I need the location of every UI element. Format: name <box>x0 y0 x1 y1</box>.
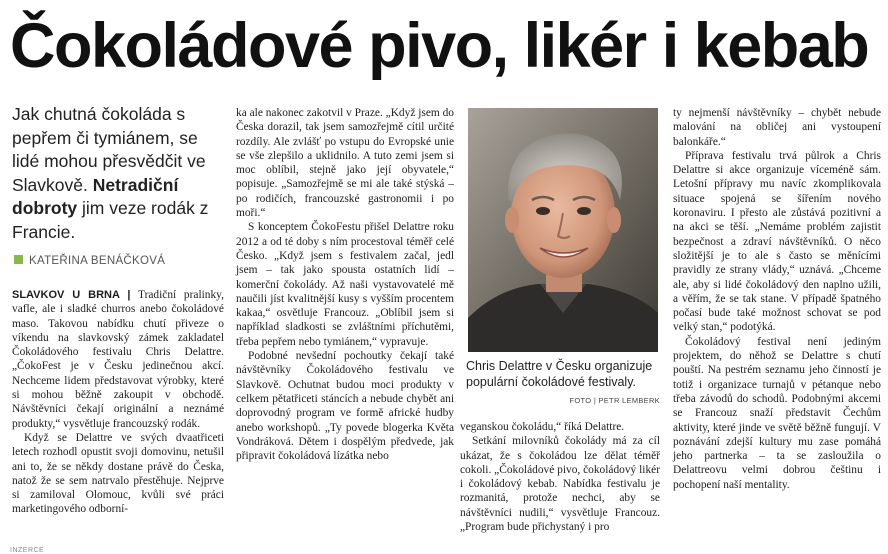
col2-paragraph-2: S konceptem ČokoFestu přišel Delattre roku 2012 a od té doby s ním procestoval téměř celé Česko. „Když jsem s festivalem začal, jedl jsem – tak jako spousta ostatních lidí – komerční čokolády. Až naši vystavovatelé mě naučili jíst kvalitnější kusy s vyšším procentem kakaa,“ osvětluje Francouz. „Oblíbil jsem si například sladkosti se zvláštními příchutěmi, třeba pepřem nebo tymiánem,“ vypravuje. <box>236 221 454 348</box>
lead-text: Jak chutná čokoláda s pepřem či tymiánem, se lidé mohou přesvědčit ve Slavkově. <box>12 104 206 195</box>
column-4 <box>673 106 881 492</box>
photo-caption: Chris Delattre v Česku organizuje populární čokoládové festivaly. <box>466 359 653 389</box>
col2-paragraph-1: ka ale nakonec zakotvil v Praze. „Když jsem do Česka dorazil, tak jsem samozřejmě cítil určité rozdíly. Ale zvlášť po vstupu do Evropské unie se vše zlepšilo a uklidnilo. A tuto zemi jsem si moc oblíbil, stejně jako její obyvatele,“ popisuje. „Samozřejmě se mi ale také stýská – po rodičích, francouzské gastronomii i po moři.“ <box>236 107 454 220</box>
lead-text-2: jim veze rodák z Francie. <box>12 198 209 242</box>
portrait-photo <box>468 108 658 352</box>
col1-paragraph-1 <box>12 288 224 431</box>
col1-paragraph-2: Když se Delattre ve svých dvaatřiceti letech rozhodl opustit svoji domovinu, netušil ani to, že se někdy dostane právě do Česka, natož že se sem natrvalo přestěhuje. Nejprve si zamiloval Olomouc, kvůli své práci marketingového odborní- <box>12 431 224 516</box>
photo-credit: FOTO | PETR LEMBERK <box>569 396 660 405</box>
author-byline <box>14 255 214 267</box>
col4-paragraph-2: Příprava festivalu trvá půlrok a Chris Delattre si akce organizuje víceméně sám. Letošní přípravy mu navíc zkomplikovala situace spojená se šířením nového koronaviru. I přesto ale zůstává pozitivní a na akci se těší. „Nemáme problém zajistit bezpečnost a zdraví návštěvníků. O něco složitější je to ale s často se měnícími pravidly ze strany vlády,“ uznává. „Chceme ale, aby si lidé čokoládový den naplno užili, a věřím, že se tak stane. V případě špatného počasí bude také možnost schovat se pod velký stan,“ podotýká. <box>673 149 881 334</box>
column-2 <box>236 106 454 463</box>
col4-paragraph-3: Čokoládový festival není jediným projektem, do něhož se Delattre s chutí pouští. Na pestrém seznamu jeho činností je totiž i organizace turnajů v pétanque nebo třeba závodů do schodů. Podobnými akcemi se Francouz snaží představit Čechům aktivity, které jinde ve světě běžně fungují. V poznávání zdejší kultury mu zase pomáhá jeho partnerka – ta se zasloužila o Delattreovu velmi dobrou češtinu i pochopení naší mentality. <box>673 335 881 491</box>
author-name: KATEŘINA BENÁČKOVÁ <box>29 255 166 267</box>
column-3 <box>460 420 660 534</box>
headline: Čokoládové pivo, likér i kebab <box>10 11 869 81</box>
bottom-strip: INZERCE <box>10 547 45 554</box>
lead-paragraph <box>12 103 217 244</box>
col4-paragraph-1: ty nejmenší návštěvníky – chybět nebude malování na obličej ani vystoupení balonkáře.“ <box>673 107 881 148</box>
portrait-illustration <box>468 108 658 352</box>
dateline: SLAVKOV U BRNA | <box>12 289 131 301</box>
col1-p1-text: Tradiční pralinky, vafle, ale i sladké churros anebo čokoládové maso. Takovou nabídku chutí přiveze o víkendu na slavkovský zámek zakladatel Čokoládového festivalu Chris Delattre. „ČokoFest je v Česku jedinečnou akcí. Nechceme lidem představovat výrobky, které si mohou běžně zakoupit v obchodě. Návštěvníci čekají originální a neznámé produkty,“ vysvětluje francouzský rodák. <box>12 289 224 430</box>
column-1 <box>12 288 224 517</box>
author-square-icon <box>14 255 23 264</box>
col2-paragraph-3: Podobné nevšední pochoutky čekají také návštěvníky Čokoládového festivalu ve Slavkově. Ochutnat budou moci produkty v celkem pětatřiceti stáncích a nebude chybět ani doprovodný program ve formě africké hudby anebo workshopů. „Ty povede blogerka Květa Vondráková. Dětem i dospělým předvede, jak připravit čokoládová lízátka nebo <box>236 350 454 463</box>
col3-paragraph-2: Setkání milovníků čokolády má za cíl ukázat, že s čokoládou lze dělat téměř cokoli. „Čokoládové pivo, čokoládový likér i čokoládový kebab. Nabídka festivalu je rozmanitá, protože nechci, aby se návštěvníci nudili,“ vysvětluje Francouz. „Program bude přichystaný i pro <box>460 435 660 534</box>
lead-bold: Netradiční dobroty <box>12 174 179 218</box>
col3-paragraph-1: veganskou čokoládu,“ říká Delattre. <box>460 421 625 433</box>
